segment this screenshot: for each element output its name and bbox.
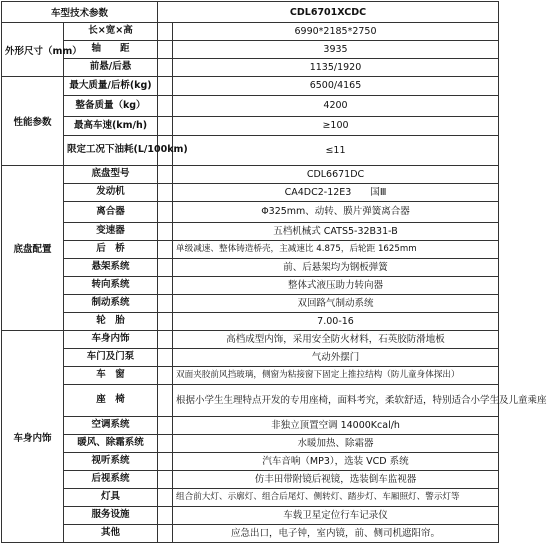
row-value: 1135/1920 xyxy=(173,59,499,77)
row-label: 发动机 xyxy=(64,184,158,202)
row-label: 视听系统 xyxy=(64,453,158,471)
table-row xyxy=(2,385,499,417)
row-label: 轮 胎 xyxy=(64,313,158,331)
table-row xyxy=(2,223,499,241)
row-value: 3935 xyxy=(173,41,499,59)
row-label: 变速器 xyxy=(64,223,158,241)
row-label: 其他 xyxy=(64,525,158,543)
row-value: Φ325mm、动转、膜片弹簧离合器 xyxy=(173,202,499,223)
table-row xyxy=(2,489,499,507)
table-row xyxy=(2,241,499,259)
row-value: 水暖加热、除霜器 xyxy=(173,435,499,453)
row-label: 后视系统 xyxy=(64,471,158,489)
table-row xyxy=(2,313,499,331)
row-label: 底盘型号 xyxy=(64,166,158,184)
row-label: 车身内饰 xyxy=(64,331,158,349)
table-row xyxy=(2,277,499,295)
row-label: 后 桥 xyxy=(64,241,158,259)
row-value: 双回路气制动系统 xyxy=(173,295,499,313)
row-value: ≥100 xyxy=(173,117,499,136)
table-row xyxy=(2,202,499,223)
row-value: 6500/4165 xyxy=(173,77,499,96)
table-row xyxy=(2,2,499,23)
row-label: 服务设施 xyxy=(64,507,158,525)
table-row xyxy=(2,259,499,277)
row-label: 暖风、除霜系统 xyxy=(64,435,158,453)
table-row xyxy=(2,295,499,313)
row-label: 转向系统 xyxy=(64,277,158,295)
table-row xyxy=(2,453,499,471)
row-value: 高档成型内饰，采用安全防火材料，石英胶防滑地板 xyxy=(173,331,499,349)
row-label: 最大质量/后桥(kg) xyxy=(64,77,158,96)
section-body-interior: 车身内饰 xyxy=(2,331,64,543)
row-value: 气动外摆门 xyxy=(173,349,499,367)
row-value: 根据小学生生理特点开发的专用座椅，面料考究，柔软舒适，特别适合小学生及儿童乘座 xyxy=(173,385,499,417)
section-performance: 性能参数 xyxy=(2,77,64,166)
row-label: 制动系统 xyxy=(64,295,158,313)
row-value: CDL6671DC xyxy=(173,166,499,184)
row-value: 单级减速、整体铸造桥壳，主减速比 4.875，后轮距 1625mm xyxy=(173,241,499,259)
table-row xyxy=(2,507,499,525)
row-value: 仿丰田带附镜后视镜，选装倒车监视器 xyxy=(173,471,499,489)
row-value: 应急出口，电子钟，室内镜，前、侧司机遮阳帘。 xyxy=(173,525,499,543)
row-label: 座 椅 xyxy=(64,385,158,417)
table-row xyxy=(2,77,499,96)
table-row xyxy=(2,435,499,453)
row-value: 非独立顶置空调 14000Kcal/h xyxy=(173,417,499,435)
row-value: 双面夹胶前风挡玻璃，侧窗为粘接窗下固定上推拉结构（防儿童身体探出） xyxy=(173,367,499,385)
section-dimensions: 外形尺寸（mm） xyxy=(2,23,64,77)
table-row xyxy=(2,331,499,349)
row-label: 悬架系统 xyxy=(64,259,158,277)
row-label: 车 窗 xyxy=(64,367,158,385)
row-value: 4200 xyxy=(173,96,499,117)
row-value: 组合前大灯、示廓灯、组合后尾灯、侧转灯、踏步灯、车厢照灯、警示灯等 xyxy=(173,489,499,507)
table-row xyxy=(2,96,499,117)
spec-table xyxy=(1,1,547,543)
row-value: 车载卫星定位行车记录仪 xyxy=(173,507,499,525)
row-value: 汽车音响（MP3），选装 VCD 系统 xyxy=(173,453,499,471)
row-label: 长×宽×高 xyxy=(64,23,158,41)
row-label: 限定工况下油耗(L/100km) xyxy=(64,136,158,166)
row-label: 前悬/后悬 xyxy=(64,59,158,77)
row-value: CA4DC2-12E3 国Ⅲ xyxy=(173,184,499,202)
row-value: 前、后悬架均为钢板弹簧 xyxy=(173,259,499,277)
row-value: 整体式液压助力转向器 xyxy=(173,277,499,295)
row-label: 空调系统 xyxy=(64,417,158,435)
section-chassis: 底盘配置 xyxy=(2,166,64,331)
model-number-cell: CDL6701XCDC xyxy=(158,2,499,23)
row-label: 轴 距 xyxy=(64,41,158,59)
table-row xyxy=(2,166,499,184)
table-row xyxy=(2,417,499,435)
row-value: 五档机械式 CATS5-32B31-B xyxy=(173,223,499,241)
table-row xyxy=(2,136,499,166)
row-label: 灯具 xyxy=(64,489,158,507)
table-row xyxy=(2,525,499,543)
table-row xyxy=(2,184,499,202)
row-value: 7.00-16 xyxy=(173,313,499,331)
table-row xyxy=(2,117,499,136)
table-row xyxy=(2,367,499,385)
row-label: 离合器 xyxy=(64,202,158,223)
table-row xyxy=(2,23,499,41)
table-row xyxy=(2,349,499,367)
row-value: ≤11 xyxy=(173,136,499,166)
row-label: 最高车速(km/h) xyxy=(64,117,158,136)
row-label: 整备质量（kg） xyxy=(64,96,158,117)
table-row xyxy=(2,471,499,489)
table-row xyxy=(2,59,499,77)
row-value: 6990*2185*2750 xyxy=(173,23,499,41)
header-title-cell: 车型技术参数 xyxy=(2,2,158,23)
row-label: 车门及门泵 xyxy=(64,349,158,367)
